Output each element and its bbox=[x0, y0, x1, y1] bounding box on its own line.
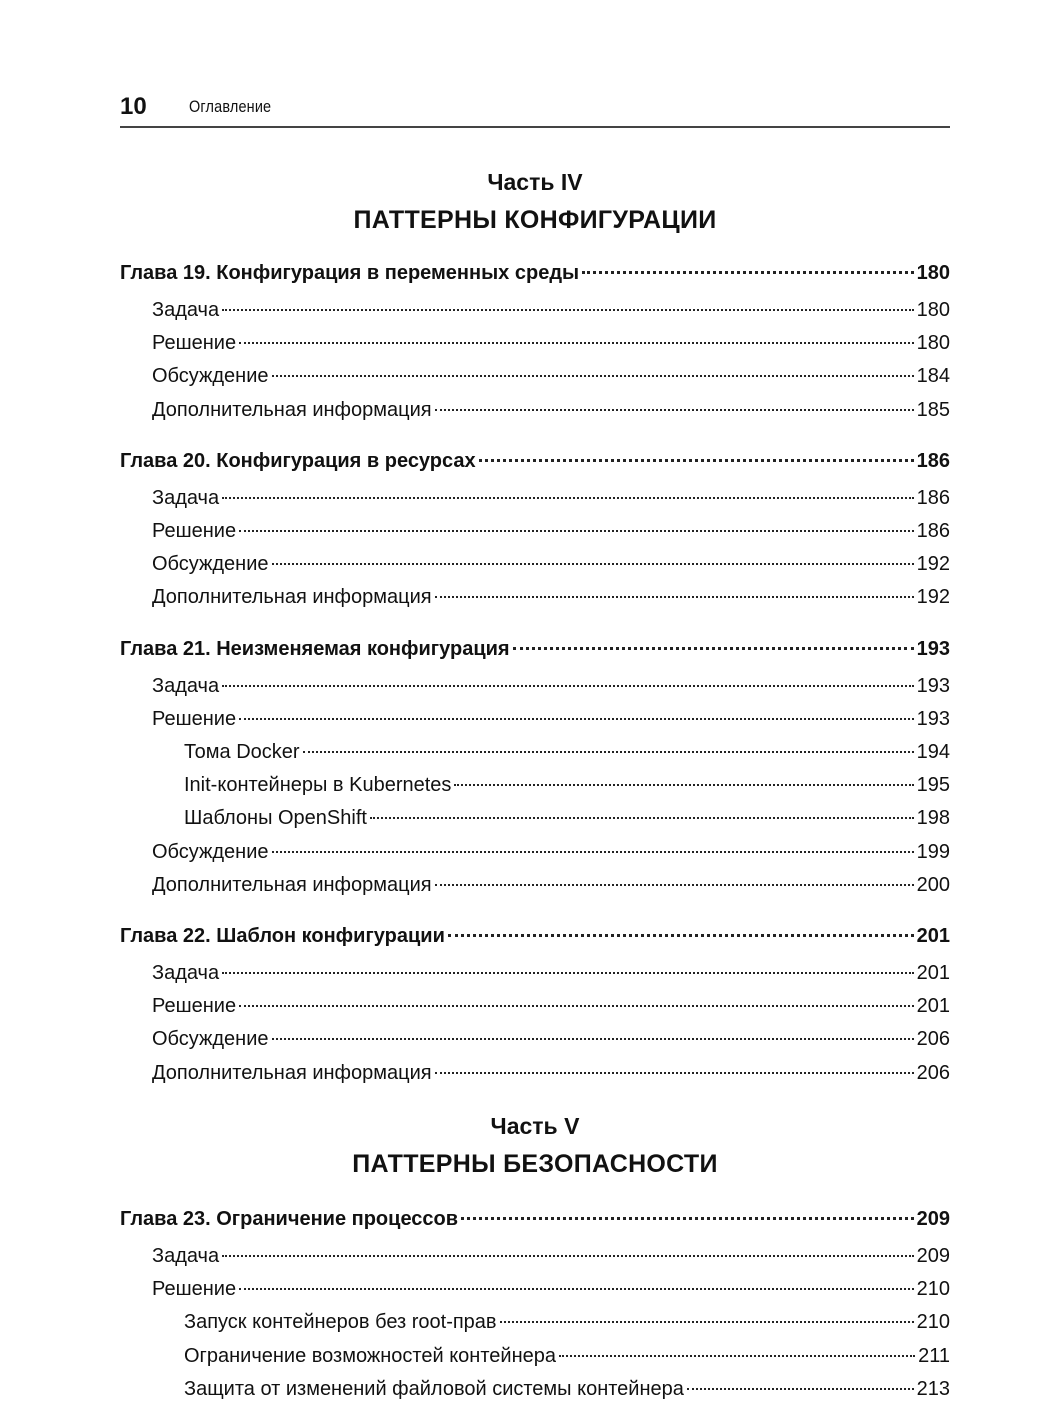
toc-chapter bbox=[120, 634, 950, 664]
part-label: Часть V bbox=[490, 1113, 580, 1139]
toc-entry-title: Задача bbox=[152, 486, 220, 509]
toc-page-number: 186 bbox=[916, 486, 950, 509]
toc-page-number: 199 bbox=[916, 840, 950, 863]
dot-leader bbox=[559, 1355, 915, 1357]
part-title: ПАТТЕРНЫ КОНФИГУРАЦИИ bbox=[353, 206, 717, 234]
toc-entry bbox=[120, 704, 950, 734]
dot-leader bbox=[448, 934, 914, 937]
toc-entry-title: Дополнительная информация bbox=[152, 586, 432, 609]
toc-chapter bbox=[120, 1204, 950, 1234]
toc-entry-title: Решение bbox=[152, 995, 237, 1018]
dot-leader bbox=[303, 751, 914, 753]
toc-entry bbox=[120, 295, 950, 325]
page-header bbox=[120, 88, 950, 128]
toc-chapter bbox=[120, 921, 950, 951]
toc-page-number: 193 bbox=[916, 637, 950, 660]
page-number: 10 bbox=[120, 93, 147, 120]
dot-leader bbox=[454, 784, 913, 786]
toc-entry bbox=[120, 1374, 950, 1404]
dot-leader bbox=[435, 884, 914, 886]
dot-leader bbox=[239, 342, 914, 344]
toc-entry bbox=[120, 1341, 950, 1371]
toc-entry bbox=[120, 1241, 950, 1271]
toc-entry bbox=[120, 1058, 950, 1088]
toc-entry-title: Глава 20. Конфигурация в ресурсах bbox=[120, 449, 476, 472]
toc-entry-title: Запуск контейнеров без root-прав bbox=[184, 1311, 497, 1334]
dot-leader bbox=[239, 718, 914, 720]
toc-entry bbox=[120, 671, 950, 701]
dot-leader bbox=[582, 271, 914, 274]
dot-leader bbox=[222, 972, 914, 974]
toc-entry-title: Глава 21. Неизменяемая конфигурация bbox=[120, 637, 510, 660]
dot-leader bbox=[272, 851, 914, 853]
dot-leader bbox=[687, 1388, 914, 1390]
toc-entry-title: Решение bbox=[152, 707, 237, 730]
toc-page-number: 195 bbox=[916, 774, 950, 797]
toc-entry-title: Обсуждение bbox=[152, 1028, 269, 1051]
part-label: Часть IV bbox=[487, 169, 583, 195]
toc-page-number: 206 bbox=[916, 1028, 950, 1051]
dot-leader bbox=[435, 596, 914, 598]
dot-leader bbox=[222, 309, 914, 311]
toc-page-number: 201 bbox=[916, 925, 950, 947]
toc-page-number: 198 bbox=[916, 807, 950, 830]
dot-leader bbox=[222, 685, 914, 687]
toc-page-number: 193 bbox=[916, 707, 950, 730]
toc-page-number: 210 bbox=[916, 1278, 950, 1301]
toc-entry-title: Обсуждение bbox=[152, 365, 269, 388]
dot-leader bbox=[479, 459, 914, 462]
toc-entry-title: Шаблоны OpenShift bbox=[184, 807, 367, 830]
toc-entry-title: Глава 23. Ограничение процессов bbox=[120, 1208, 459, 1230]
toc-entry-title: Глава 19. Конфигурация в переменных среды bbox=[120, 262, 580, 284]
toc-page-number: 186 bbox=[916, 520, 950, 542]
dot-leader bbox=[239, 530, 914, 532]
toc-entry bbox=[120, 991, 950, 1021]
running-title: Оглавление bbox=[188, 97, 271, 116]
toc-entry-title: Обсуждение bbox=[152, 840, 269, 863]
toc-entry-title: Дополнительная информация bbox=[152, 1061, 432, 1084]
part-heading bbox=[120, 164, 950, 240]
toc-page-number: 211 bbox=[918, 1344, 950, 1367]
toc-page-number: 180 bbox=[916, 299, 950, 321]
toc-entry bbox=[120, 1024, 950, 1054]
toc-page-number: 209 bbox=[916, 1245, 950, 1267]
toc-entry-title: Дополнительная информация bbox=[152, 873, 432, 896]
toc-entry bbox=[120, 483, 950, 513]
toc-entry bbox=[120, 328, 950, 358]
toc-entry-title: Init-контейнеры в Kubernetes bbox=[184, 774, 452, 797]
toc-entry-title: Дополнительная информация bbox=[152, 398, 432, 421]
toc-entry bbox=[120, 1274, 950, 1304]
toc-entry-title: Решение bbox=[152, 520, 237, 542]
toc-entry-title: Обсуждение bbox=[152, 553, 269, 576]
dot-leader bbox=[239, 1288, 914, 1290]
toc-page-number: 209 bbox=[916, 1208, 950, 1230]
dot-leader bbox=[500, 1321, 914, 1323]
dot-leader bbox=[370, 817, 914, 819]
toc-entry bbox=[120, 361, 950, 391]
part-title: ПАТТЕРНЫ БЕЗОПАСНОСТИ bbox=[352, 1150, 718, 1178]
toc-entry bbox=[120, 516, 950, 546]
toc-entry bbox=[120, 870, 950, 900]
toc-page-number: 193 bbox=[916, 674, 950, 697]
dot-leader bbox=[222, 497, 914, 499]
toc-page-number: 201 bbox=[916, 995, 950, 1018]
dot-leader bbox=[272, 563, 914, 565]
part-heading bbox=[120, 1108, 950, 1184]
toc-entry bbox=[120, 803, 950, 833]
toc-entry-title: Решение bbox=[152, 332, 237, 355]
toc-page-number: 180 bbox=[916, 332, 950, 355]
toc-page-number: 180 bbox=[916, 262, 950, 284]
toc-page-number: 213 bbox=[916, 1377, 950, 1400]
toc-entry bbox=[120, 958, 950, 988]
toc-chapter bbox=[120, 258, 950, 288]
toc-chapter bbox=[120, 446, 950, 476]
toc-entry-title: Глава 22. Шаблон конфигурации bbox=[120, 925, 445, 947]
dot-leader bbox=[222, 1255, 914, 1257]
toc-page-number: 192 bbox=[916, 553, 950, 576]
toc-page-number: 206 bbox=[916, 1061, 950, 1084]
toc-entry-title: Тома Docker bbox=[184, 741, 300, 763]
dot-leader bbox=[513, 647, 914, 650]
dot-leader bbox=[239, 1005, 914, 1007]
dot-leader bbox=[461, 1217, 914, 1220]
dot-leader bbox=[435, 409, 914, 411]
toc-entry-title: Задача bbox=[152, 962, 220, 984]
toc-entry-title: Защита от изменений файловой системы контейнера bbox=[184, 1377, 684, 1400]
toc-entry-title: Задача bbox=[152, 674, 220, 697]
toc-page-number: 192 bbox=[916, 586, 950, 609]
dot-leader bbox=[272, 375, 914, 377]
toc-page-number: 186 bbox=[916, 449, 950, 472]
toc-page-number: 200 bbox=[916, 873, 950, 896]
toc-page-number: 185 bbox=[916, 398, 950, 421]
toc-page-number: 194 bbox=[916, 741, 950, 763]
toc-entry bbox=[120, 395, 950, 425]
toc-entry bbox=[120, 837, 950, 867]
toc-entry bbox=[120, 582, 950, 612]
toc-entry-title: Решение bbox=[152, 1278, 237, 1301]
toc-entry bbox=[120, 1307, 950, 1337]
toc-entry bbox=[120, 737, 950, 767]
dot-leader bbox=[435, 1072, 914, 1074]
toc-page-number: 201 bbox=[916, 962, 950, 984]
toc-entry bbox=[120, 549, 950, 579]
toc-page-number: 210 bbox=[916, 1311, 950, 1334]
toc-entry-title: Ограничение возможностей контейнера bbox=[184, 1344, 556, 1367]
toc-entry bbox=[120, 770, 950, 800]
toc-page-number: 184 bbox=[916, 365, 950, 388]
toc-entry-title: Задача bbox=[152, 1245, 220, 1267]
dot-leader bbox=[272, 1038, 914, 1040]
toc-entry-title: Задача bbox=[152, 299, 220, 321]
